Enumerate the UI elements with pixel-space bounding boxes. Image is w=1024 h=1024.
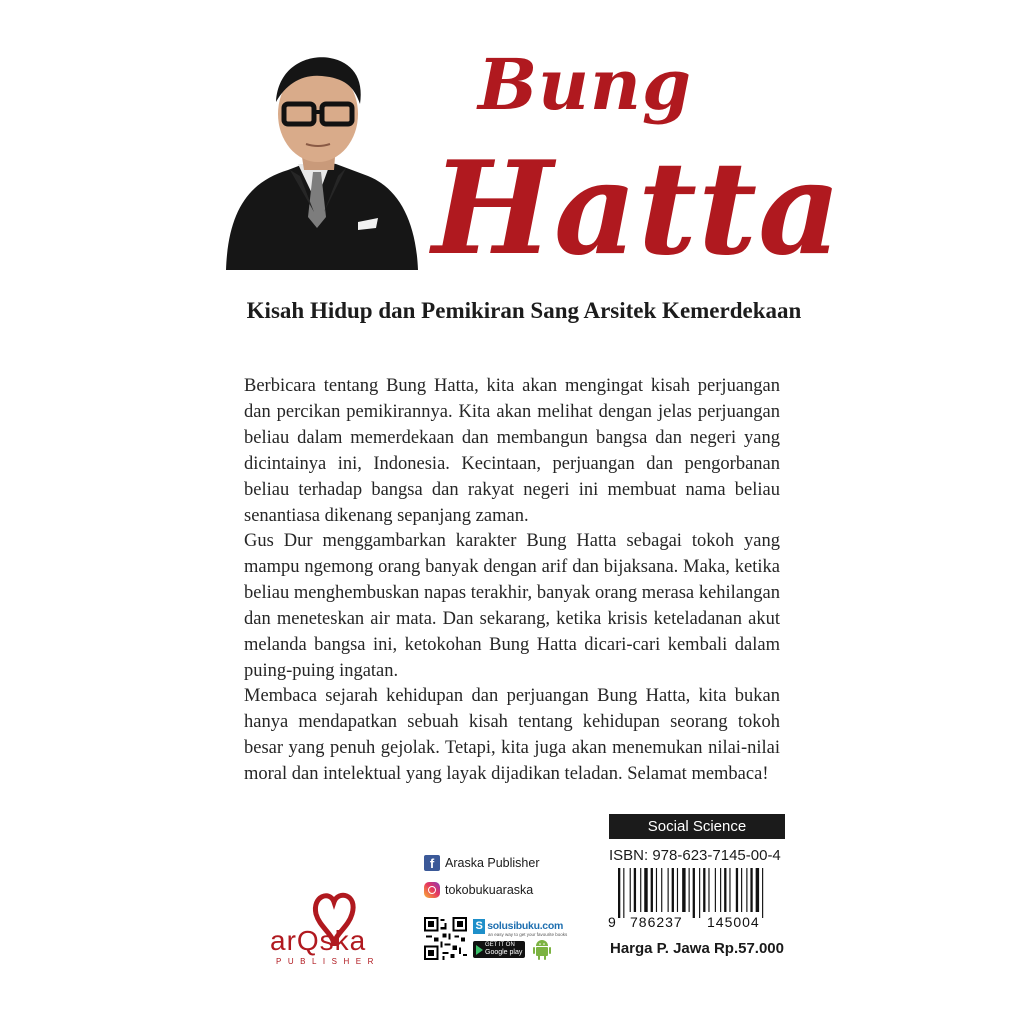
barcode-bar [708,868,709,912]
barcode-bar [703,868,705,912]
barcode-bar [720,868,721,912]
instagram-label: tokobukuaraska [445,883,534,897]
instagram-icon [424,882,440,898]
barcode-bar [672,868,674,912]
barcode-digit-first: 9 [608,914,616,930]
qr-code[interactable] [424,917,467,960]
barcode-digits-right: 145004 [707,914,760,930]
solusibuku-label: solusibuku.com [487,920,563,932]
barcode [618,868,782,918]
barcode-bar [762,868,763,918]
title-line-1: Bung [478,43,692,126]
blurb-paragraph-3: Membaca sejarah kehidupan dan perjuangan Bung Hatta, kita bukan hanya mendapatkan sebuah kisah tentang kehidupan seorang tokoh besar yang penuh gejolak. Tetapi, kita juga akan menemukan nilai-nilai moral dan intelektual yang layak dijadikan teladan. Selamat membaca! [244,686,780,784]
barcode-bar [644,868,647,912]
google-play-text: Google play [485,949,523,956]
blurb-paragraph-1: Berbicara tentang Bung Hatta, kita akan mengingat kisah perjuangan dan percikan pemikirannya. Kita akan melihat dengan jelas perjuangan beliau dalam memerdekaan dan membangun bangsa dan negeri yang dicintainya ini, Indonesia. Kecintaan, perjuangan dan pengorbanan beliau terhadap bangsa dan rakyat negeri ini membuat nama beliau senantiasa dikenang sepanjang zaman. [244,376,780,526]
solusibuku-icon: S [473,919,485,934]
barcode-bar [689,868,690,912]
barcode-bar [715,868,716,912]
barcode-bar [634,868,636,912]
barcode-bar [682,868,685,912]
solusibuku-tagline: an easy way to get your favourite books [488,932,568,937]
barcode-bar [661,868,662,912]
barcode-bar [623,868,624,918]
title-line-2: Hatta [432,134,843,284]
facebook-icon: f [424,855,440,871]
barcode-bar [640,868,641,912]
barcode-bar [746,868,747,912]
barcode-digits-left: 786237 [630,914,683,930]
google-play-badge[interactable] [473,941,525,958]
barcode-bar [656,868,657,912]
facebook-label: Araska Publisher [445,856,540,870]
barcode-bar [750,868,752,912]
barcode-bar [729,868,730,912]
facebook-link[interactable] [424,853,540,873]
barcode-bar [741,868,742,912]
isbn-text: ISBN: 978-623-7145-00-4 [609,847,781,864]
publisher-logo-subtext: PUBLISHER [276,957,380,966]
barcode-bar [630,868,631,912]
barcode-bar [618,868,620,918]
android-icon[interactable] [532,938,552,960]
barcode-bar [699,868,700,918]
barcode-bar [677,868,678,912]
publisher-logo-text: arQska [270,925,367,956]
google-play-small-text: GET IT ON [485,942,515,948]
blurb-paragraph-2: Gus Dur menggambarkan karakter Bung Hatta sebagai tokoh yang mampu ngemong orang banyak dengan arif dan bijaksana. Maka, ketika beliau menghembuskan napas terakhir, banyak orang merasa kehilangan dan meneteskan air mata. Dan sekarang, ketika krisis keteladanan akut melanda bangsa ini, ketokohan Bung Hatta dicari-cari kembali dalam puing-puing ingatan. [244,531,780,681]
barcode-bar [736,868,738,912]
category-badge: Social Science [609,814,785,839]
barcode-bar [651,868,653,912]
barcode-bar [756,868,759,912]
google-play-icon [476,945,483,955]
instagram-link[interactable] [424,880,533,900]
subtitle: Kisah Hidup dan Pemikiran Sang Arsitek Kemerdekaan [246,298,802,323]
barcode-bar [668,868,669,912]
price-text: Harga P. Jawa Rp.57.000 [610,940,784,957]
barcode-bar [693,868,695,918]
portrait-illustration [218,52,423,278]
barcode-bar [724,868,726,912]
